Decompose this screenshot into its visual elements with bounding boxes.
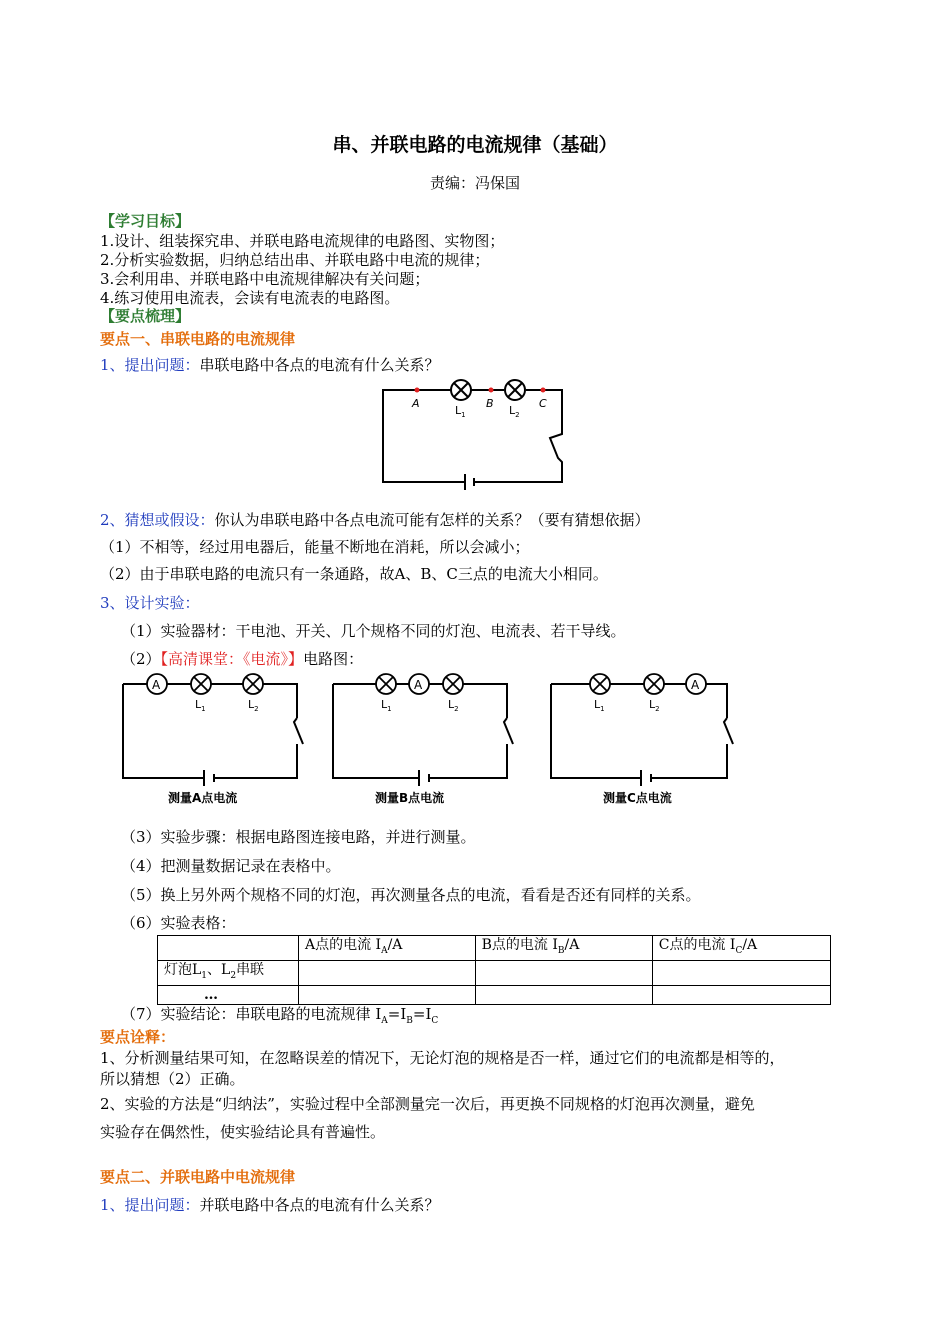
ammeter-symbol: A <box>691 678 700 692</box>
step-4: （4）把测量数据记录在表格中。 <box>121 857 341 875</box>
lamp-icon <box>590 674 610 694</box>
table-header: A点的电流 $I_A/A$ <box>299 936 476 961</box>
lamp-icon <box>191 674 211 694</box>
diagram-measure-c <box>551 674 733 805</box>
label-b: B <box>486 397 494 410</box>
point1-heading: 要点一、串联电路的电流规律 <box>100 330 296 348</box>
step-1: （1）实验器材：干电池、开关、几个规格不同的灯泡、电流表、若干导线。 <box>121 622 626 640</box>
caption-b: 测量B点电流 <box>375 791 445 805</box>
question-text: 串联电路中各点的电流有什么关系？ <box>199 356 440 374</box>
note-2-line-1: 2、实验的方法是“归纳法”，实验过程中全部测量完一次后，再更换不同规格的灯泡再次测量，避免 <box>100 1095 755 1113</box>
table-header: C点的电流 $I_C/A$ <box>652 936 830 961</box>
svg-text:L1: $L_1$ <box>195 698 206 713</box>
table-row <box>158 985 831 1004</box>
svg-text:L2: $L_2$ <box>649 698 660 713</box>
goal-item: 4.练习使用电流表，会读有电流表的电路图。 <box>100 289 400 307</box>
step-2-suffix: 电路图： <box>303 650 364 668</box>
goals-heading: 【学习目标】 <box>100 212 191 230</box>
hypothesis-2: （2）由于串联电路的电流只有一条通路，故A、B、C三点的电流大小相同。 <box>100 565 608 583</box>
outline-heading: 【要点梳理】 <box>100 307 191 325</box>
table-cell <box>652 960 830 985</box>
point2-heading: 要点二、并联电路中电流规律 <box>100 1168 296 1186</box>
table-cell <box>652 985 830 1004</box>
step-3: （3）实验步骤：根据电路图连接电路，并进行测量。 <box>121 828 476 846</box>
label-l1: $L_1$ <box>455 404 466 419</box>
svg-text:L2: $L_2$ <box>248 698 259 713</box>
diagram-measure-b <box>333 674 513 805</box>
goal-item: 2.分析实验数据，归纳总结出串、并联电路中电流的规律； <box>100 251 490 269</box>
table-row-label: … <box>158 985 299 1004</box>
step-2-prefix: （2） <box>121 650 161 668</box>
label-a: A <box>412 397 420 410</box>
step-2 <box>121 648 363 669</box>
question-label: 2、猜想或假设： <box>100 511 215 529</box>
measurement-diagrams <box>110 668 840 813</box>
hypothesis-1: （1）不相等，经过用电器后，能量不断地在消耗，所以会减小； <box>100 538 530 556</box>
diagram-measure-a <box>123 674 303 805</box>
table-cell <box>475 960 652 985</box>
svg-text:L2: $L_2$ <box>448 698 459 713</box>
step-2-link[interactable]: 【高清课堂：《电流》】 <box>160 650 304 668</box>
lamp-icon <box>644 674 664 694</box>
caption-a: 测量A点电流 <box>168 791 238 805</box>
goal-item: 3.会利用串、并联电路中电流规律解决有关问题； <box>100 270 430 288</box>
lamp-icon <box>443 674 463 694</box>
table-cell <box>158 936 299 961</box>
point1-question2 <box>100 509 650 530</box>
author-line: 责编：冯保国 <box>429 174 520 192</box>
point-b-dot <box>489 388 494 393</box>
lamp-icon <box>376 674 396 694</box>
step-5: （5）换上另外两个规格不同的灯泡，再次测量各点的电流，看看是否还有同样的关系。 <box>121 886 701 904</box>
notes-heading: 要点诠释： <box>100 1028 176 1046</box>
point1-question3: 3、设计实验： <box>100 594 200 612</box>
table-header: B点的电流 $I_B/A$ <box>475 936 652 961</box>
step-7: （7）实验结论：串联电路的电流规律 $I_A=I_B=I_C$ <box>121 1005 439 1026</box>
table-cell <box>299 960 476 985</box>
point-c-dot <box>541 388 546 393</box>
point2-question1 <box>100 1194 440 1215</box>
series-circuit-diagram <box>370 372 570 494</box>
svg-text:L1: $L_1$ <box>381 698 392 713</box>
page-title: 串、并联电路的电流规律（基础） <box>332 134 618 156</box>
table-cell <box>475 985 652 1004</box>
caption-c: 测量C点电流 <box>603 791 672 805</box>
question-label: 1、提出问题： <box>100 1196 200 1214</box>
svg-text:L1: $L_1$ <box>594 698 605 713</box>
ammeter-symbol: A <box>414 678 423 692</box>
step-6: （6）实验表格： <box>121 914 236 932</box>
experiment-table <box>157 935 831 1005</box>
label-l2: $L_2$ <box>509 404 520 419</box>
note-1-line-2: 所以猜想（2）正确。 <box>100 1070 245 1088</box>
question-text: 并联电路中各点的电流有什么关系？ <box>199 1196 440 1214</box>
question-label: 1、提出问题： <box>100 356 200 374</box>
point-a-dot <box>415 388 420 393</box>
table-row-label: 灯泡$L_1$、$L_2$串联 <box>158 960 299 985</box>
ammeter-symbol: A <box>152 678 161 692</box>
table-row <box>158 960 831 985</box>
label-c: C <box>539 397 547 410</box>
table-cell <box>299 985 476 1004</box>
table-header-row <box>158 936 831 961</box>
question-text: 你认为串联电路中各点电流可能有怎样的关系？（要有猜想依据） <box>214 511 650 529</box>
goal-item: 1.设计、组装探究串、并联电路电流规律的电路图、实物图； <box>100 232 505 250</box>
lamp-icon <box>243 674 263 694</box>
note-2-line-2: 实验存在偶然性，使实验结论具有普遍性。 <box>100 1123 386 1141</box>
note-1-line-1: 1、分析测量结果可知，在忽略误差的情况下，无论灯泡的规格是否一样，通过它们的电流都是相等的， <box>100 1049 785 1067</box>
